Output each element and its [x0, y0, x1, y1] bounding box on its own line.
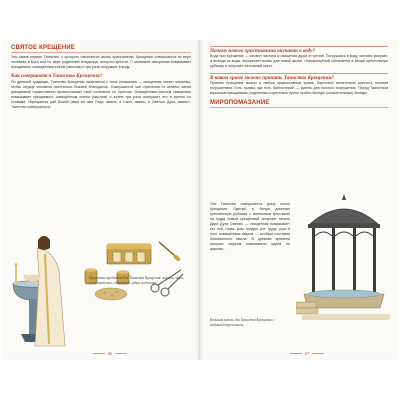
heading-chrismation: МИРОПОМАЗАНИЕ: [210, 100, 270, 106]
question-which-church: В каком храме можно принять Таинство Крещения?: [210, 73, 388, 81]
heading-rule-right: [210, 107, 388, 108]
paragraph-baptism: Это самое первое Таинство, с которого начинается жизнь христианина. Крещение совершается по вере человека в Бога или по вере родителей младенца, которого крестят. С молитвой священник помазывает крещаемого освящённым елеем (маслом) и три раза погружает в воду.: [11, 55, 191, 69]
baptismal-font-illustration: [296, 190, 392, 330]
page-number-left: 66: [93, 351, 127, 356]
paragraph-chrismation: Это Таинство совершается сразу после Крещения. Одетый в белую длинную крестильную рубашку с нательным крестиком на груди новый крещённый получает печать Дара Духа Святаго — священник помазывает его лоб, глаза, уши, ноздри, рот, грудь, руки и ноги освящённым миром — особым составом благовонного масла. В древние времена пророки мирром помазывали царей на царство.: [210, 202, 290, 251]
heading-baptism: СВЯТОЕ КРЕЩЕНИЕ: [11, 45, 76, 51]
priest-baptism-illustration: [9, 226, 71, 350]
right-text-column: [210, 46, 388, 110]
caption-baptismal-font: Большая купель для Таинства Крещения с полным погружением.: [210, 318, 275, 327]
left-page: [3, 40, 200, 360]
question-how-baptism: Как совершается Таинство Крещения?: [11, 73, 103, 79]
book-spread: [3, 40, 397, 360]
page-number-right: 67: [290, 351, 324, 356]
church-objects-illustration: [77, 238, 193, 304]
right-page: [200, 40, 397, 360]
paragraph-how-baptism: По древней традиции, Таинство Крещения начинается с чина оглашения — священник читает молитвы, чтобы сердце человека очистилось Божией благодатью. Совершается чин отречения от сатаны, затем крещаемый торжественно провозглашает своё сочетание со Христом. Освящённым маслом священник помазывает крещаемого освящённым елеем (маслом) и затем три раза погружает его в купель со словами: «Крещается раб Божий (имя) во имя Отца, аминь, и Сына, аминь, и Святого Духа, аминь». Таинство совершилось!: [11, 80, 191, 109]
left-text-column: [11, 46, 191, 110]
question-why-water: Почему нового христианина окунают в воду?: [210, 46, 388, 54]
answer-why-water: Вода при Крещении — символ чистоты и очищения души от грехов. Погружаясь в воду, человек умирает, а выходя из воды, воскресает вновь для новой жизни. Новокрещёный облачается в белую крестильную рубашку и получает нательный крест.: [210, 54, 388, 68]
heading-rule: [11, 52, 191, 53]
caption-church-objects: Церковные предметы для Таинства Крещения: ящичек, миро, елей, кисточка, стрелочка, губка, ножницы.: [89, 276, 184, 285]
answer-which-church: Принять Крещение можно в любом православном храме. Взрослых желательно крестить полным погружением. Есть храмы, где есть баптистерий — купель для полного погружения. Перед Таинством взрослым крещаемым, родителям и крёстным нужно пройти беседы (огласительные) беседы.: [210, 81, 388, 95]
chrismation-column: [210, 202, 290, 252]
